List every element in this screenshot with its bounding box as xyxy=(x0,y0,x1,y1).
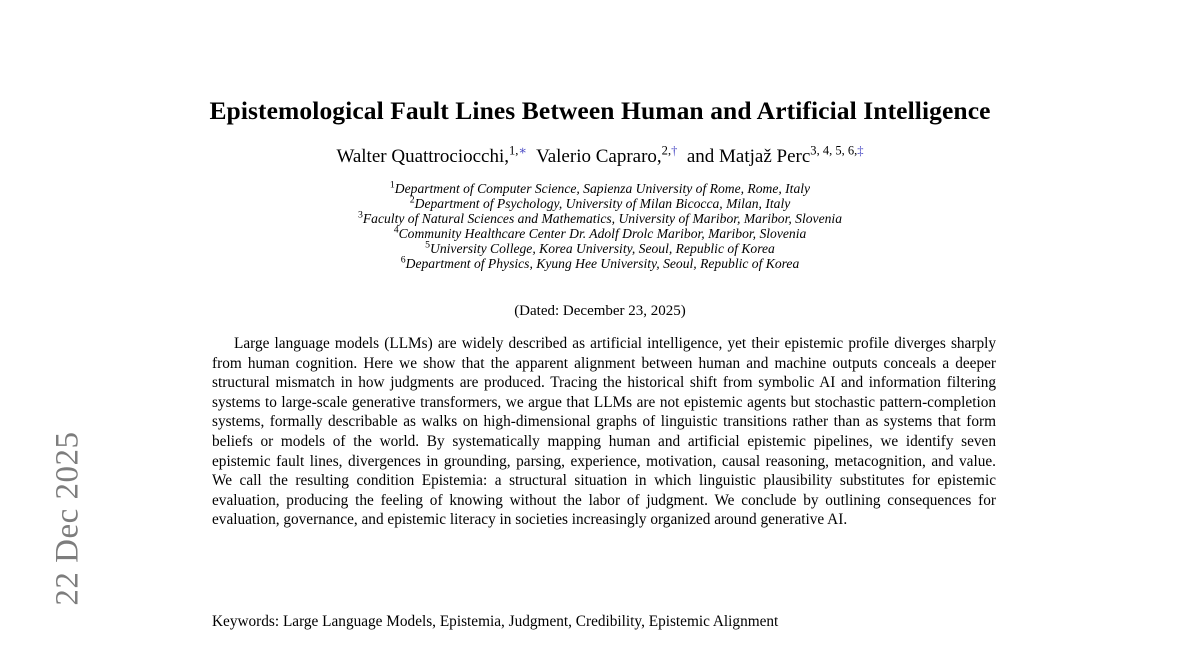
affiliation-number: 2 xyxy=(409,194,415,206)
author-footnote-mark-3[interactable]: ‡ xyxy=(857,143,864,158)
affiliation-item xyxy=(100,181,1100,196)
affiliation-text: Department of Computer Science, Sapienza University of Rome, Rome, Italy xyxy=(394,181,811,196)
affiliation-item xyxy=(100,241,1100,256)
affiliation-text: Community Healthcare Center Dr. Adolf Drolc Maribor, Maribor, Slovenia xyxy=(398,226,807,242)
abstract-text: Large language models (LLMs) are widely described as artificial intelligence, yet their epistemic profile diverges sharply from human cognition. Here we show that the apparent alignment between human and machine outputs conceals a deeper structural mismatch in how judgments are produced. Tracing the historical shift from symbolic AI and information filtering systems to large-scale generative transformers, we argue that LLMs are not epistemic agents but stochastic pattern-completion systems, formally describable as walks on high-dimensional graphs of linguistic transitions rather than as systems that form beliefs or models of the world. By systematically mapping human and artificial epistemic pipelines, we identify seven epistemic fault lines, divergences in grounding, parsing, experience, motivation, causal reasoning, metacognition, and value. We call the resulting condition Epistemia: a structural situation in which linguistic plausibility substitutes for epistemic evaluation, producing the feeling of knowing without the labor of judgment. We conclude by outlining consequences for evaluation, governance, and epistemic literacy in societies increasingly organized around generative AI. xyxy=(212,335,996,529)
arxiv-date-stamp-text: 22 Dec 2025 xyxy=(49,431,86,606)
affiliation-text: University College, Korea University, Seoul, Republic of Korea xyxy=(430,241,775,257)
affiliation-text: Faculty of Natural Sciences and Mathematics, University of Maribor, Maribor, Slovenia xyxy=(362,211,842,227)
author-footnote-mark-1[interactable]: ∗ xyxy=(518,143,527,158)
author-name-2: Valerio Capraro, xyxy=(536,146,662,167)
affiliation-number: 3 xyxy=(357,209,363,221)
affiliation-text: Department of Physics, Kyung Hee University, Seoul, Republic of Korea xyxy=(405,256,800,272)
author-affiliation-marks-1: 1, xyxy=(509,143,519,158)
author-list xyxy=(100,143,1100,169)
affiliation-text: Department of Psychology, University of Milan Bicocca, Milan, Italy xyxy=(414,196,791,212)
publication-date: (Dated: December 23, 2025) xyxy=(514,303,686,319)
author-footnote-mark-2[interactable]: † xyxy=(671,143,678,158)
author-affiliation-marks-3: 3, 4, 5, 6, xyxy=(810,143,858,158)
affiliation-item xyxy=(100,256,1100,271)
affiliation-number: 5 xyxy=(425,239,431,251)
affiliation-item xyxy=(100,226,1100,241)
affiliation-item xyxy=(100,211,1100,226)
affiliation-number: 6 xyxy=(400,254,406,266)
affiliation-list xyxy=(100,181,1100,272)
affiliation-item xyxy=(100,196,1100,211)
affiliation-number: 1 xyxy=(389,179,395,191)
author-affiliation-marks-2: 2, xyxy=(661,143,672,158)
author-name-1: Walter Quattrociocchi, xyxy=(336,146,509,167)
page-title: Epistemological Fault Lines Between Human and Artificial Intelligence xyxy=(209,96,991,125)
keywords-line: Keywords: Large Language Models, Epistemia, Judgment, Credibility, Epistemic Alignment xyxy=(212,613,779,630)
affiliation-number: 4 xyxy=(393,224,399,236)
author-name-3: Matjaž Perc xyxy=(719,146,811,167)
author-conjunction: and xyxy=(686,146,715,167)
